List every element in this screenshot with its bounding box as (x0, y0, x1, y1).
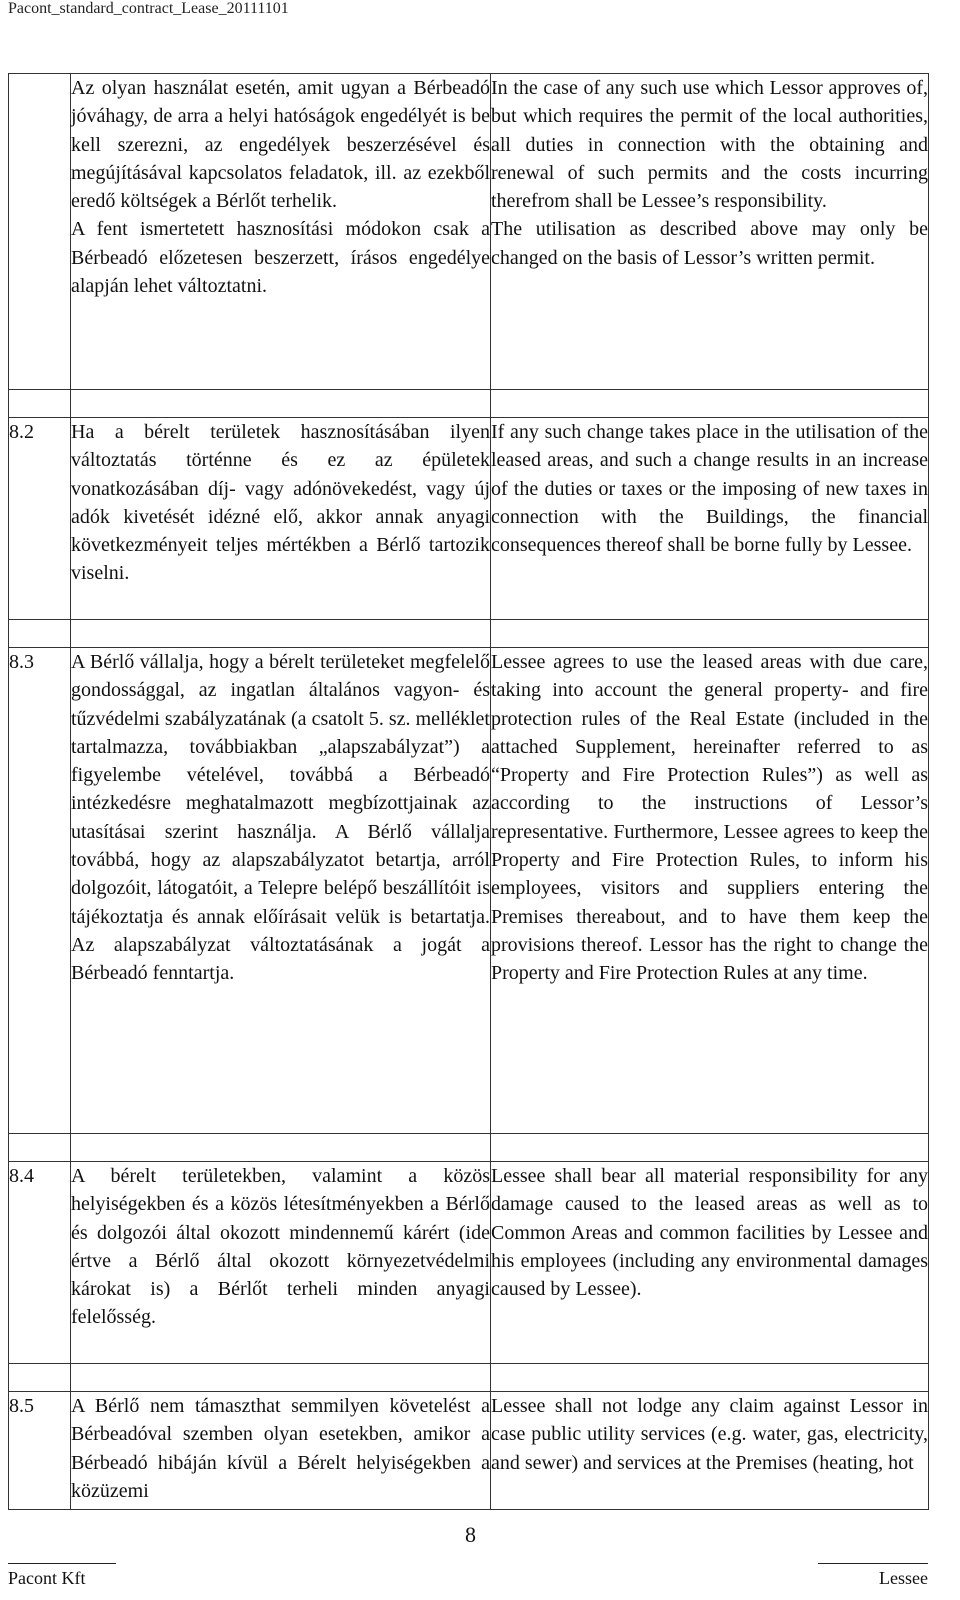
hungarian-paragraph: A bérelt területekben, valamint a közös helyiségekben és a közös létesítményekben a Bérlő és dolgozói által okozott mindennemű kárért (ide értve a Bérlő által okozott környezetvédelmi károkat is) a Bérlőt terheli minden anyagi felelősség. (71, 1165, 490, 1329)
hungarian-paragraph: Az olyan használat esetén, amit ugyan a Bérbeadó jóváhagy, de arra a helyi hatóságok engedélyét is be kell szerezni, az engedélyek beszerzésével és megújításával kapcsolatos feladatok, ill. az ezekből eredő költségek a Bérlőt terhelik. (71, 77, 490, 213)
signature-line (818, 1563, 928, 1564)
english-clause (491, 418, 929, 620)
table-row (9, 74, 929, 390)
english-paragraph: Lessee agrees to use the leased areas with due care, taking into account the general property- and fire protection rules of the Real Estate (included in the attached Supplement, hereinafter referred to as “Property and Fire Protection Rules”) as well as according to the instructions of Lessor’s representative. Furthermore, Lessee agrees to keep the Property and Fire Protection Rules, to inform his employees, visitors and suppliers entering the Premises thereabout, and to have them keep the provisions thereof. Lessor has the right to change the Property and Fire Protection Rules at any time. (491, 651, 928, 985)
table-row (9, 1392, 929, 1510)
english-paragraph: In the case of any such use which Lessor approves of, but which requires the permit of the local authorities, all duties in connection with the obtaining and renewal of such permits and the costs incurring therefrom shall be Lessee’s responsibility. (491, 77, 928, 213)
hungarian-paragraph: A fent ismertetett hasznosítási módokon csak a Bérbeadó előzetesen beszerzett, írásos engedélye alapján lehet változtatni. (71, 218, 490, 298)
table-row (9, 648, 929, 1134)
footer-signature-lessor (8, 1567, 85, 1589)
footer-lessee-label: Lessee (879, 1568, 928, 1588)
english-paragraph: Lessee shall bear all material responsibility for any damage caused to the leased areas as well as to Common Areas and common facilities by Lessee and his employees (including any environmental damages caused by Lessee). (491, 1165, 928, 1301)
english-clause (491, 648, 929, 1134)
table-row (9, 1162, 929, 1364)
english-paragraph: If any such change takes place in the utilisation of the leased areas, and such a change results in an increase of the duties or taxes or the imposing of new taxes in connection with the Buildings, the financial consequences thereof shall be borne fully by Lessee. (491, 421, 928, 557)
hungarian-clause (71, 418, 491, 620)
english-clause (491, 74, 929, 390)
footer-signature-lessee (879, 1567, 928, 1589)
spacer-row (9, 620, 929, 648)
clause-number: 8.5 (9, 1392, 71, 1510)
hungarian-clause (71, 1392, 491, 1510)
document-header: Pacont_standard_contract_Lease_20111101 (8, 0, 289, 17)
clause-number: 8.4 (9, 1162, 71, 1364)
clause-number: 8.2 (9, 418, 71, 620)
table-row (9, 418, 929, 620)
signature-line (8, 1563, 116, 1564)
hungarian-paragraph: A Bérlő vállalja, hogy a bérelt területeket megfelelő gondossággal, az ingatlan általános vagyon- és tűzvédelmi szabályzatának (a csatolt 5. sz. melléklet tartalmazza, továbbiakban „alapszabályzat”) a figyelembe vételével, továbbá a Bérbeadó intézkedésre meghatalmazott megbízottjainak az utasításai szerint használja. A Bérlő vállalja továbbá, hogy az alapszabályzatot betartja, arról dolgozóit, látogatóit, a Telepre belépő beszállítóit is tájékoztatja és annak előírásait velük is betartatja. Az alapszabályzat változtatásának a jogát a Bérbeadó fenntartja. (71, 651, 490, 985)
spacer-row (9, 1364, 929, 1392)
english-clause (491, 1392, 929, 1510)
hungarian-clause (71, 1162, 491, 1364)
english-clause (491, 1162, 929, 1364)
spacer-row (9, 390, 929, 418)
page-number: 8 (465, 1522, 476, 1547)
clause-number (9, 74, 71, 390)
footer-lessor-label: Pacont Kft (8, 1568, 86, 1588)
clause-number: 8.3 (9, 648, 71, 1134)
hungarian-clause (71, 74, 491, 390)
english-paragraph: Lessee shall not lodge any claim against Lessor in case public utility services (e.g. water, gas, electricity, and sewer) and services at the Premises (heating, hot (491, 1395, 928, 1474)
spacer-row (9, 1134, 929, 1162)
english-paragraph: The utilisation as described above may only be changed on the basis of Lessor’s written permit. (491, 218, 928, 269)
contract-table (8, 73, 929, 1510)
hungarian-paragraph: A Bérlő nem támaszthat semmilyen követelést a Bérbeadóval szemben olyan esetekben, amikor a Bérbeadó hibáján kívül a Bérelt helyiségekben a közüzemi (71, 1395, 490, 1502)
hungarian-clause (71, 648, 491, 1134)
hungarian-paragraph: Ha a bérelt területek hasznosításában ilyen változtatás történne és ez az épületek vonatkozásában díj- vagy adónövekedést, vagy új adók kivetését idézné elő, akkor annak anyagi következményeit teljes mértékben a Bérlő tartozik viselni. (71, 421, 490, 585)
